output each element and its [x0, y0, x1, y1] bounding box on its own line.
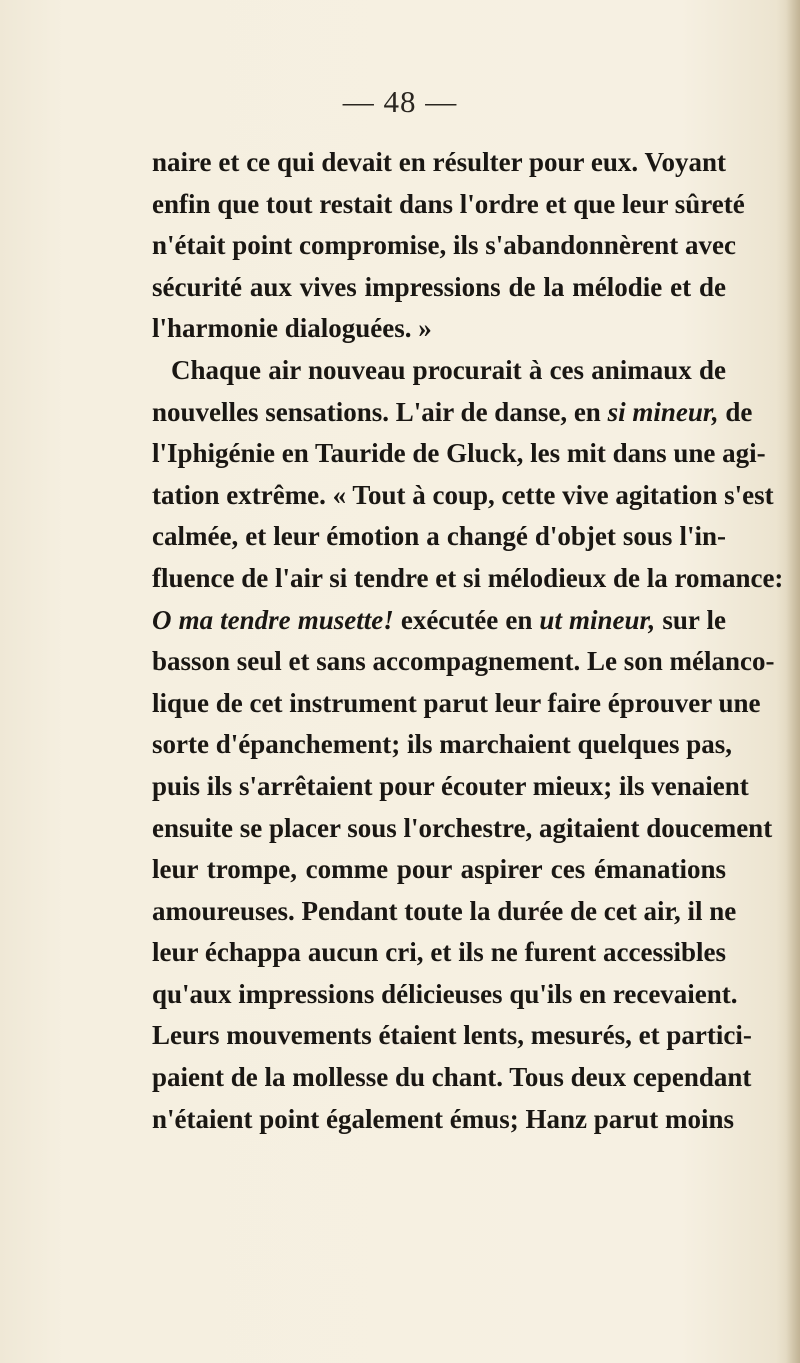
italic-phrase: ut mineur, — [539, 604, 656, 635]
italic-phrase: si mineur, — [607, 396, 719, 427]
text-line: l'harmonie dialoguées. » — [152, 313, 432, 344]
text-line: enfin que tout restait dans l'ordre et que leur sûreté — [152, 188, 745, 219]
text-line: O ma tendre musette! exécutée en ut mineur, sur le — [152, 604, 726, 635]
italic-phrase: O ma tendre musette! — [152, 604, 394, 635]
text-line: Leurs mouvements étaient lents, mesurés, et partici- — [152, 1020, 752, 1051]
text-line: l'Iphigénie en Tauride de Gluck, les mit dans une agi- — [152, 438, 766, 469]
text-line: qu'aux impressions délicieuses qu'ils en recevaient. — [152, 978, 738, 1009]
text-line: paient de la mollesse du chant. Tous deux cependant — [152, 1062, 752, 1093]
text-line: lique de cet instrument parut leur faire éprouver une — [152, 687, 761, 718]
text-line: ensuite se placer sous l'orchestre, agitaient doucement — [152, 812, 773, 843]
text-line: sorte d'épanchement; ils marchaient quelques pas, — [152, 729, 733, 760]
paragraph-start-line: Chaque air nouveau procurait à ces animaux de — [171, 354, 726, 385]
text-line: leur échappa aucun cri, et ils ne furent accessibles — [152, 937, 726, 968]
text-line: basson seul et sans accompagnement. Le son mélanco- — [152, 646, 775, 677]
text-line: n'étaient point également émus; Hanz parut moins — [152, 1103, 734, 1134]
text-line: amoureuses. Pendant toute la durée de cet air, il ne — [152, 895, 737, 926]
body-text — [152, 142, 784, 1140]
text-line: calmée, et leur émotion a changé d'objet sous l'in- — [152, 521, 726, 552]
text-line: naire et ce qui devait en résulter pour eux. Voyant — [152, 147, 726, 177]
page-number: — 48 — — [342, 84, 458, 119]
text-line: nouvelles sensations. L'air de danse, en si mineur, de — [152, 396, 753, 427]
text-line: leur trompe, comme pour aspirer ces émanations — [152, 854, 726, 885]
text-line: tation extrême. « Tout à coup, cette vive agitation s'est — [152, 479, 774, 510]
text-line: puis ils s'arrêtaient pour écouter mieux; ils venaient — [152, 770, 749, 801]
text-line: fluence de l'air si tendre et si mélodieux de la romance: — [152, 562, 784, 593]
text-line: n'était point compromise, ils s'abandonnèrent avec — [152, 230, 737, 261]
page-edge-shadow — [786, 0, 800, 1363]
text-line: sécurité aux vives impressions de la mélodie et de — [152, 271, 726, 302]
